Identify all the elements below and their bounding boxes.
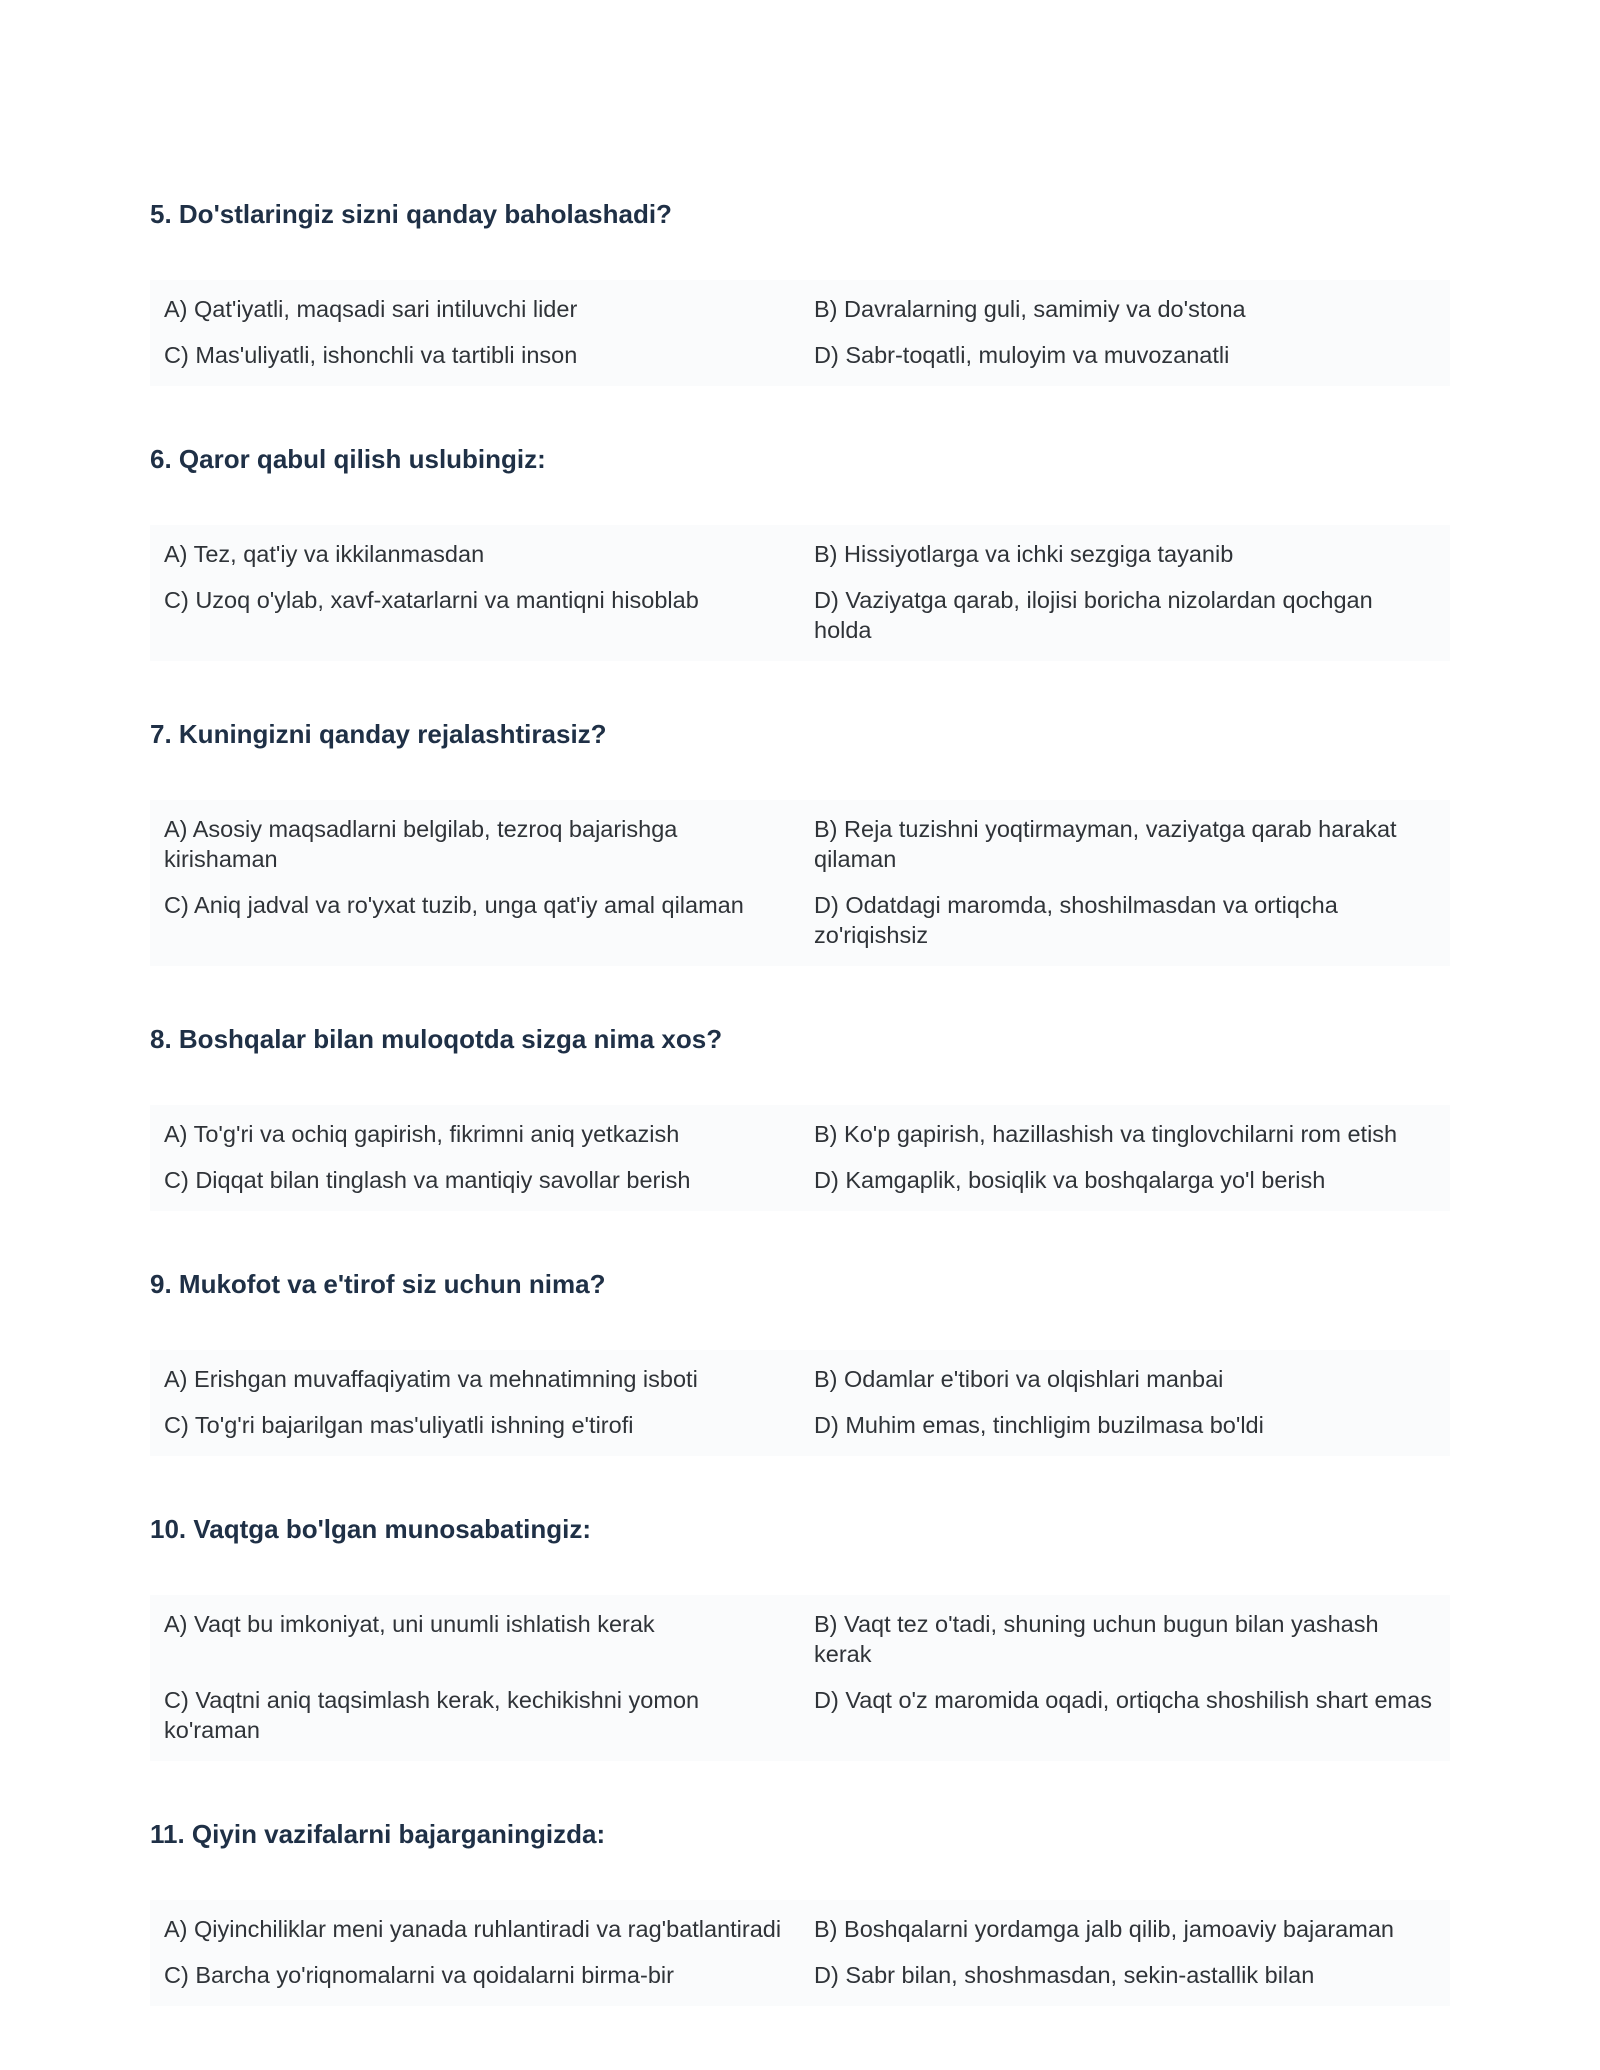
- question-title: 11. Qiyin vazifalarni bajarganingizda:: [150, 1819, 606, 1849]
- option-a[interactable]: A) Tez, qat'iy va ikkilanmasdan: [164, 541, 485, 567]
- options-grid: [150, 525, 1450, 661]
- option-c[interactable]: C) Vaqtni aniq taqsimlash kerak, kechikishni yomon ko'raman: [164, 1687, 700, 1743]
- options-grid: [150, 1595, 1450, 1761]
- option-a[interactable]: A) Qiyinchiliklar meni yanada ruhlantiradi va rag'batlantiradi: [164, 1916, 782, 1942]
- option-b[interactable]: B) Odamlar e'tibori va olqishlari manbai: [814, 1366, 1224, 1392]
- option-b[interactable]: B) Reja tuzishni yoqtirmayman, vaziyatga qarab harakat qilaman: [814, 816, 1397, 872]
- option-d[interactable]: D) Odatdagi maromda, shoshilmasdan va ortiqcha zo'riqishsiz: [814, 892, 1338, 948]
- options-grid: [150, 280, 1450, 386]
- option-c[interactable]: C) Barcha yo'riqnomalarni va qoidalarni birma-bir: [164, 1962, 674, 1988]
- option-d[interactable]: D) Sabr-toqatli, muloyim va muvozanatli: [814, 342, 1230, 368]
- option-c[interactable]: C) Diqqat bilan tinglash va mantiqiy savollar berish: [164, 1167, 691, 1193]
- question-title: 7. Kuningizni qanday rejalashtirasiz?: [150, 719, 607, 749]
- option-d[interactable]: D) Kamgaplik, bosiqlik va boshqalarga yo'l berish: [814, 1167, 1326, 1193]
- option-c[interactable]: C) To'g'ri bajarilgan mas'uliyatli ishning e'tirofi: [164, 1412, 634, 1438]
- option-b[interactable]: B) Davralarning guli, samimiy va do'stona: [814, 296, 1246, 322]
- option-a[interactable]: A) Asosiy maqsadlarni belgilab, tezroq bajarishga kirishaman: [164, 816, 678, 872]
- option-a[interactable]: A) To'g'ri va ochiq gapirish, fikrimni aniq yetkazish: [164, 1121, 680, 1147]
- options-grid: [150, 1900, 1450, 2006]
- question-title: 5. Do'stlaringiz sizni qanday baholashadi?: [150, 199, 672, 229]
- option-c[interactable]: C) Mas'uliyatli, ishonchli va tartibli inson: [164, 342, 578, 368]
- option-b[interactable]: B) Hissiyotlarga va ichki sezgiga tayanib: [814, 541, 1234, 567]
- question-title: 10. Vaqtga bo'lgan munosabatingiz:: [150, 1514, 592, 1544]
- option-b[interactable]: B) Boshqalarni yordamga jalb qilib, jamoaviy bajaraman: [814, 1916, 1394, 1942]
- options-grid: [150, 1105, 1450, 1211]
- option-d[interactable]: D) Vaqt o'z maromida oqadi, ortiqcha shoshilish shart emas: [814, 1687, 1432, 1713]
- question-8: [150, 1023, 1450, 1211]
- question-10: [150, 1513, 1450, 1761]
- questionnaire-page: [150, 198, 1450, 2063]
- option-b[interactable]: B) Ko'p gapirish, hazillashish va tinglovchilarni rom etish: [814, 1121, 1398, 1147]
- question-title: 8. Boshqalar bilan muloqotda sizga nima xos?: [150, 1024, 723, 1054]
- option-b[interactable]: B) Vaqt tez o'tadi, shuning uchun bugun bilan yashash kerak: [814, 1611, 1379, 1667]
- option-d[interactable]: D) Muhim emas, tinchligim buzilmasa bo'ldi: [814, 1412, 1264, 1438]
- question-title: 6. Qaror qabul qilish uslubingiz:: [150, 444, 546, 474]
- option-c[interactable]: C) Uzoq o'ylab, xavf-xatarlarni va mantiqni hisoblab: [164, 587, 699, 613]
- option-a[interactable]: A) Qat'iyatli, maqsadi sari intiluvchi lider: [164, 296, 578, 322]
- question-6: [150, 443, 1450, 661]
- question-title: 9. Mukofot va e'tirof siz uchun nima?: [150, 1269, 606, 1299]
- option-c[interactable]: C) Aniq jadval va ro'yxat tuzib, unga qat'iy amal qilaman: [164, 892, 744, 918]
- option-a[interactable]: A) Erishgan muvaffaqiyatim va mehnatimning isboti: [164, 1366, 698, 1392]
- options-grid: [150, 1350, 1450, 1456]
- question-11: [150, 1818, 1450, 2006]
- question-7: [150, 718, 1450, 966]
- option-a[interactable]: A) Vaqt bu imkoniyat, uni unumli ishlatish kerak: [164, 1611, 655, 1637]
- options-grid: [150, 800, 1450, 966]
- option-d[interactable]: D) Sabr bilan, shoshmasdan, sekin-astallik bilan: [814, 1962, 1315, 1988]
- question-9: [150, 1268, 1450, 1456]
- option-d[interactable]: D) Vaziyatga qarab, ilojisi boricha nizolardan qochgan holda: [814, 587, 1373, 643]
- question-5: [150, 198, 1450, 386]
